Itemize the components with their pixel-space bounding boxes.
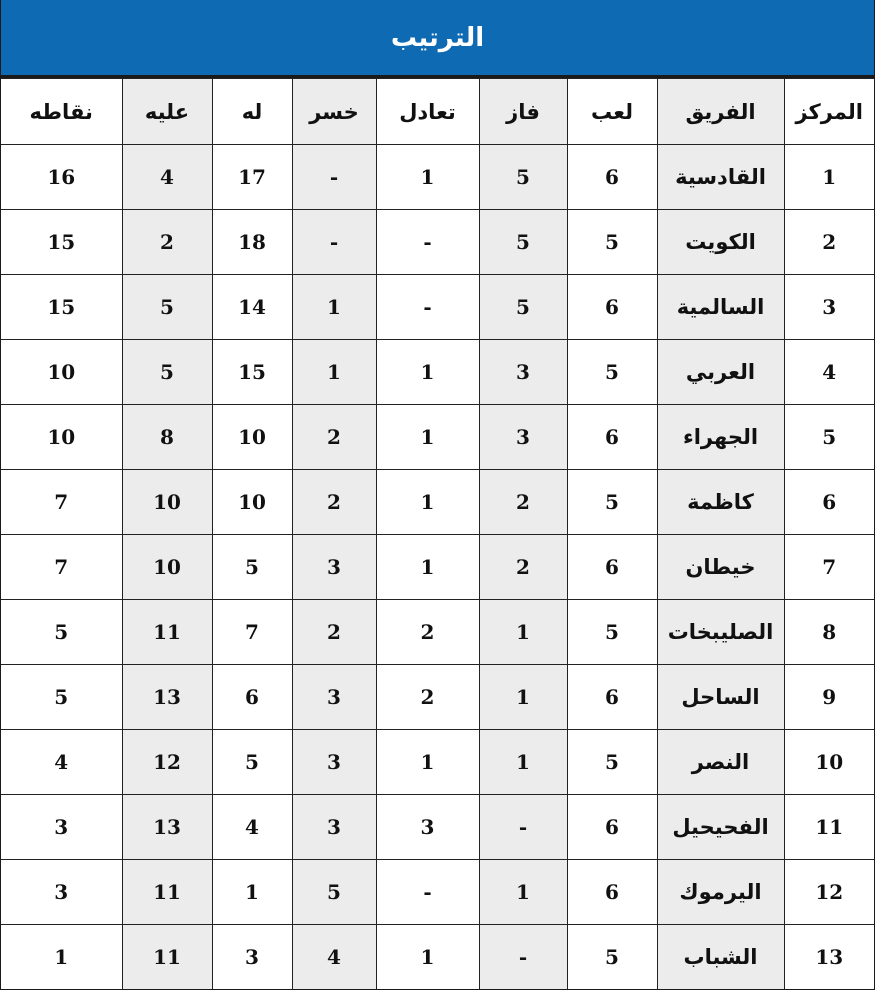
drawn-cell: - <box>376 210 479 275</box>
goals-against-cell: 10 <box>122 535 212 600</box>
goals-against-cell: 8 <box>122 405 212 470</box>
rank-cell: 10 <box>784 730 874 795</box>
table-row <box>1 665 874 730</box>
rank-cell: 3 <box>784 275 874 340</box>
col-won-header: فاز <box>479 79 567 145</box>
rank-cell: 7 <box>784 535 874 600</box>
team-cell: الفحيحيل <box>657 795 784 860</box>
lost-cell: 3 <box>292 795 376 860</box>
points-cell: 10 <box>1 340 122 405</box>
drawn-cell: 1 <box>376 925 479 990</box>
team-cell: اليرموك <box>657 860 784 925</box>
lost-cell: 2 <box>292 600 376 665</box>
drawn-cell: 2 <box>376 600 479 665</box>
rank-cell: 11 <box>784 795 874 860</box>
played-cell: 5 <box>567 730 657 795</box>
drawn-cell: 1 <box>376 470 479 535</box>
played-cell: 5 <box>567 210 657 275</box>
played-cell: 6 <box>567 275 657 340</box>
lost-cell: - <box>292 210 376 275</box>
standings-table <box>1 78 874 990</box>
lost-cell: 3 <box>292 535 376 600</box>
points-cell: 10 <box>1 405 122 470</box>
drawn-cell: 1 <box>376 730 479 795</box>
played-cell: 6 <box>567 860 657 925</box>
team-cell: العربي <box>657 340 784 405</box>
goals-against-cell: 10 <box>122 470 212 535</box>
won-cell: 1 <box>479 730 567 795</box>
col-lost-header: خسر <box>292 79 376 145</box>
goals-against-cell: 5 <box>122 340 212 405</box>
lost-cell: - <box>292 145 376 210</box>
drawn-cell: 1 <box>376 145 479 210</box>
lost-cell: 2 <box>292 470 376 535</box>
lost-cell: 4 <box>292 925 376 990</box>
won-cell: 1 <box>479 665 567 730</box>
rank-cell: 6 <box>784 470 874 535</box>
team-cell: الشباب <box>657 925 784 990</box>
won-cell: 5 <box>479 210 567 275</box>
team-cell: خيطان <box>657 535 784 600</box>
goals-against-cell: 11 <box>122 925 212 990</box>
goals-for-cell: 18 <box>212 210 292 275</box>
played-cell: 6 <box>567 145 657 210</box>
points-cell: 5 <box>1 600 122 665</box>
goals-for-cell: 7 <box>212 600 292 665</box>
played-cell: 6 <box>567 665 657 730</box>
col-played-header: لعب <box>567 79 657 145</box>
team-cell: الصليبخات <box>657 600 784 665</box>
won-cell: - <box>479 925 567 990</box>
drawn-cell: 1 <box>376 405 479 470</box>
table-row <box>1 405 874 470</box>
lost-cell: 1 <box>292 275 376 340</box>
table-row <box>1 470 874 535</box>
drawn-cell: 1 <box>376 535 479 600</box>
won-cell: - <box>479 795 567 860</box>
team-cell: كاظمة <box>657 470 784 535</box>
lost-cell: 2 <box>292 405 376 470</box>
goals-for-cell: 14 <box>212 275 292 340</box>
drawn-cell: 3 <box>376 795 479 860</box>
points-cell: 15 <box>1 275 122 340</box>
team-cell: القادسية <box>657 145 784 210</box>
played-cell: 6 <box>567 405 657 470</box>
rank-cell: 2 <box>784 210 874 275</box>
goals-for-cell: 5 <box>212 730 292 795</box>
won-cell: 3 <box>479 405 567 470</box>
table-row <box>1 600 874 665</box>
points-cell: 5 <box>1 665 122 730</box>
goals-for-cell: 10 <box>212 405 292 470</box>
table-row <box>1 860 874 925</box>
goals-against-cell: 4 <box>122 145 212 210</box>
table-row <box>1 730 874 795</box>
points-cell: 1 <box>1 925 122 990</box>
team-cell: الكويت <box>657 210 784 275</box>
points-cell: 7 <box>1 470 122 535</box>
points-cell: 7 <box>1 535 122 600</box>
won-cell: 5 <box>479 275 567 340</box>
won-cell: 3 <box>479 340 567 405</box>
rank-cell: 12 <box>784 860 874 925</box>
goals-against-cell: 11 <box>122 600 212 665</box>
col-rank-header: المركز <box>784 79 874 145</box>
goals-against-cell: 13 <box>122 665 212 730</box>
goals-for-cell: 5 <box>212 535 292 600</box>
goals-for-cell: 15 <box>212 340 292 405</box>
team-cell: الساحل <box>657 665 784 730</box>
drawn-cell: 1 <box>376 340 479 405</box>
points-cell: 3 <box>1 795 122 860</box>
drawn-cell: 2 <box>376 665 479 730</box>
goals-for-cell: 3 <box>212 925 292 990</box>
table-row <box>1 535 874 600</box>
rank-cell: 13 <box>784 925 874 990</box>
team-cell: النصر <box>657 730 784 795</box>
table-row <box>1 925 874 990</box>
rank-cell: 4 <box>784 340 874 405</box>
table-row <box>1 795 874 860</box>
col-drawn-header: تعادل <box>376 79 479 145</box>
won-cell: 1 <box>479 600 567 665</box>
goals-against-cell: 5 <box>122 275 212 340</box>
played-cell: 5 <box>567 340 657 405</box>
won-cell: 5 <box>479 145 567 210</box>
goals-for-cell: 4 <box>212 795 292 860</box>
goals-for-cell: 6 <box>212 665 292 730</box>
goals-for-cell: 17 <box>212 145 292 210</box>
lost-cell: 5 <box>292 860 376 925</box>
col-points-header: نقاطه <box>1 79 122 145</box>
points-cell: 4 <box>1 730 122 795</box>
lost-cell: 3 <box>292 665 376 730</box>
played-cell: 6 <box>567 795 657 860</box>
table-row <box>1 210 874 275</box>
col-goals-against-header: عليه <box>122 79 212 145</box>
points-cell: 15 <box>1 210 122 275</box>
rank-cell: 1 <box>784 145 874 210</box>
header-row <box>1 79 874 145</box>
drawn-cell: - <box>376 275 479 340</box>
points-cell: 3 <box>1 860 122 925</box>
team-cell: الجهراء <box>657 405 784 470</box>
col-goals-for-header: له <box>212 79 292 145</box>
drawn-cell: - <box>376 860 479 925</box>
played-cell: 5 <box>567 925 657 990</box>
col-team-header: الفريق <box>657 79 784 145</box>
table-row <box>1 145 874 210</box>
won-cell: 1 <box>479 860 567 925</box>
rank-cell: 5 <box>784 405 874 470</box>
played-cell: 5 <box>567 470 657 535</box>
goals-against-cell: 13 <box>122 795 212 860</box>
goals-against-cell: 2 <box>122 210 212 275</box>
table-row <box>1 275 874 340</box>
won-cell: 2 <box>479 535 567 600</box>
points-cell: 16 <box>1 145 122 210</box>
rank-cell: 8 <box>784 600 874 665</box>
lost-cell: 1 <box>292 340 376 405</box>
lost-cell: 3 <box>292 730 376 795</box>
goals-against-cell: 12 <box>122 730 212 795</box>
table-row <box>1 340 874 405</box>
standings-title: الترتيب <box>1 0 874 78</box>
played-cell: 6 <box>567 535 657 600</box>
goals-for-cell: 10 <box>212 470 292 535</box>
goals-for-cell: 1 <box>212 860 292 925</box>
rank-cell: 9 <box>784 665 874 730</box>
played-cell: 5 <box>567 600 657 665</box>
goals-against-cell: 11 <box>122 860 212 925</box>
team-cell: السالمية <box>657 275 784 340</box>
won-cell: 2 <box>479 470 567 535</box>
